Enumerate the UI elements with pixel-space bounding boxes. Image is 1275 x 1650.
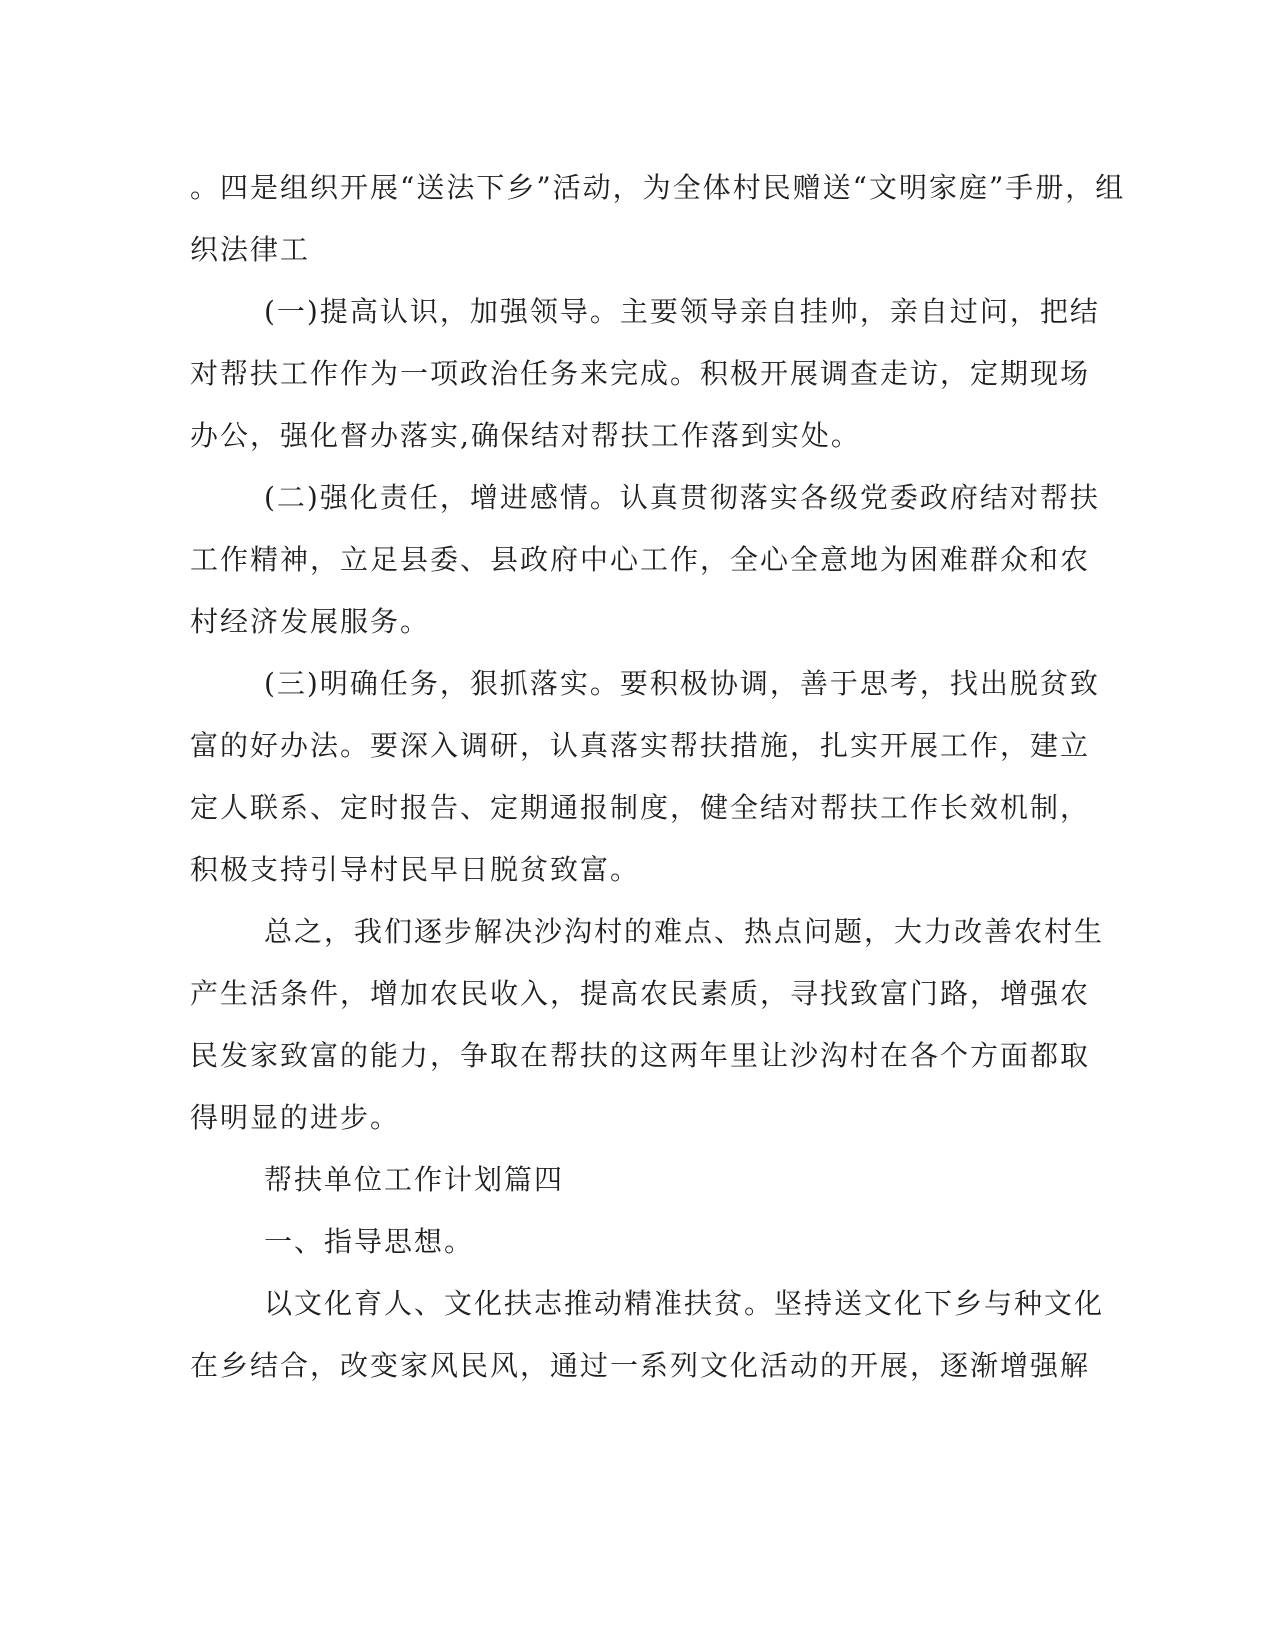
text-line: 对帮扶工作作为一项政治任务来完成。积极开展调查走访，定期现场	[190, 357, 1091, 390]
paragraph-first-line: (一)提高认识，加强领导。主要领导亲自挂帅，亲自过问，把结	[264, 295, 1100, 328]
section-heading: 帮扶单位工作计划篇四	[264, 1163, 565, 1196]
text-line: 办公，强化督办落实,确保结对帮扶工作落到实处。	[190, 419, 861, 452]
text-line: 村经济发展服务。	[190, 605, 431, 638]
text-line: 积极支持引导村民早日脱贫致富。	[190, 853, 641, 886]
subsection-heading: 一、指导思想。	[264, 1225, 475, 1258]
text-line: 。四是组织开展“送法下乡”活动，为全体村民赠送“文明家庭”手册，组	[190, 171, 1126, 204]
text-line: 工作精神，立足县委、县政府中心工作，全心全意地为困难群众和农	[190, 543, 1091, 576]
paragraph-first-line: (二)强化责任，增进感情。认真贯彻落实各级党委政府结对帮扶	[264, 481, 1100, 514]
text-line: 定人联系、定时报告、定期通报制度，健全结对帮扶工作长效机制，	[190, 791, 1091, 824]
document-body	[190, 163, 1126, 1403]
paragraph-first-line: 总之，我们逐步解决沙沟村的难点、热点问题，大力改善农村生	[264, 915, 1105, 948]
text-line: 得明显的进步。	[190, 1101, 401, 1134]
text-line: 织法律工	[190, 233, 311, 266]
text-line: 民发家致富的能力，争取在帮扶的这两年里让沙沟村在各个方面都取	[190, 1039, 1091, 1072]
text-line: 在乡结合，改变家风民风，通过一系列文化活动的开展，逐渐增强解	[190, 1349, 1091, 1382]
paragraph-first-line: (三)明确任务，狠抓落实。要积极协调，善于思考，找出脱贫致	[264, 667, 1100, 700]
text-line: 富的好办法。要深入调研，认真落实帮扶措施，扎实开展工作，建立	[190, 729, 1091, 762]
text-line: 产生活条件，增加农民收入，提高农民素质，寻找致富门路，增强农	[190, 977, 1091, 1010]
paragraph-first-line: 以文化育人、文化扶志推动精准扶贫。坚持送文化下乡与种文化	[264, 1287, 1105, 1320]
